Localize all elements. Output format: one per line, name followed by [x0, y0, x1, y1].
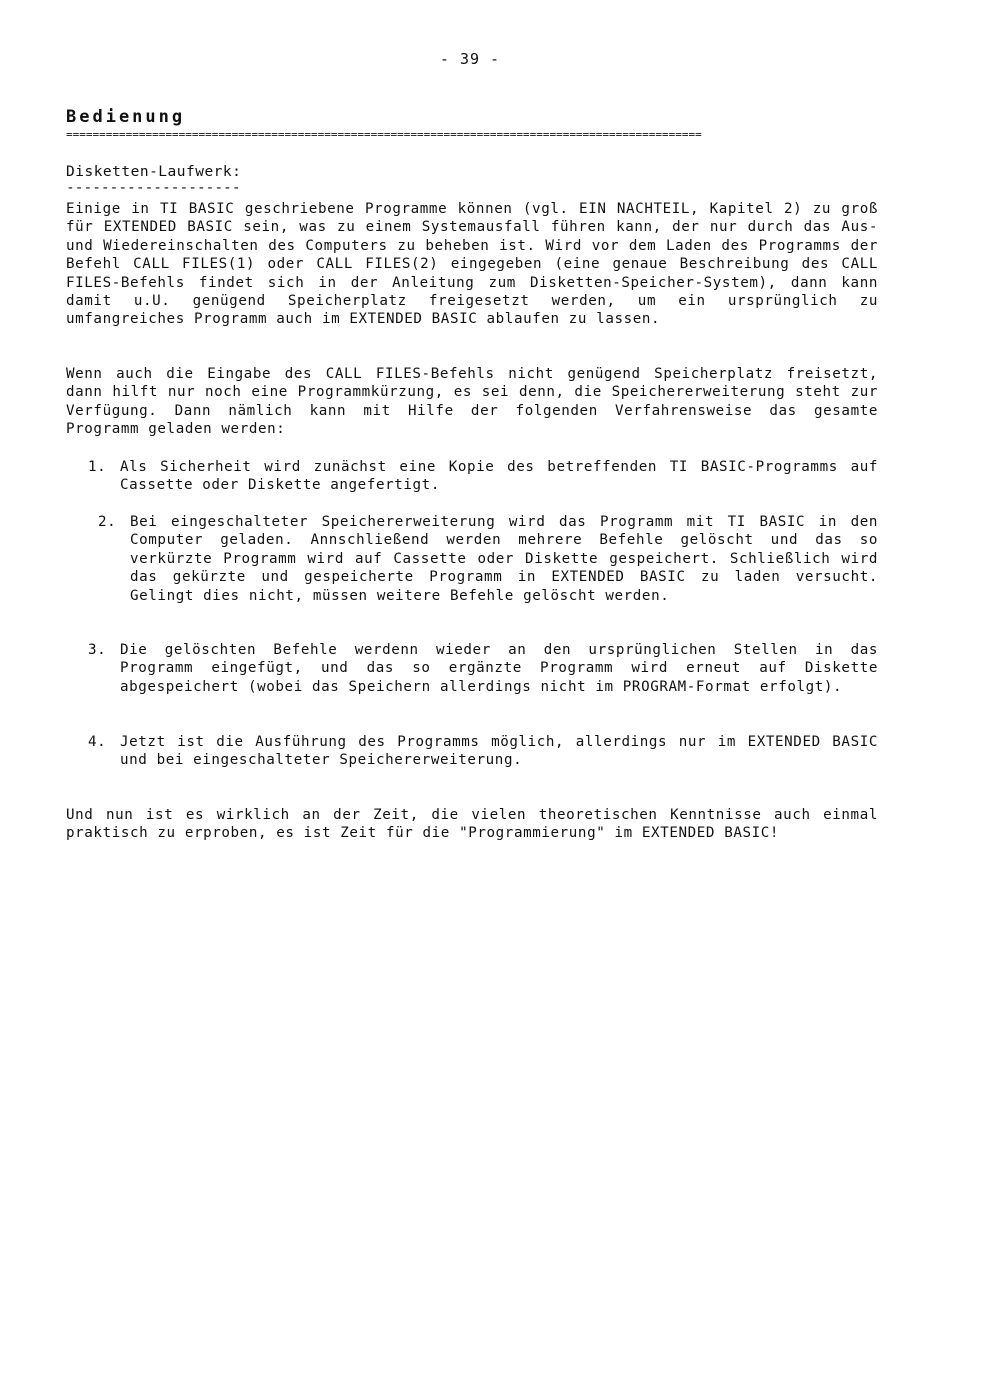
list-item-text: Bei eingeschalteter Speichererweiterung wird das Programm mit TI BASIC in den Computer geladen. Annschließend werden mehrere Befehle gelöscht und das so verkürzte Programm wird auf Cassette oder Diskette gespeichert. Schließlich wird das gekürzte und gespeicherte Programm in EXTENDED BASIC zu laden versucht. Gelingt dies nicht, müssen weitere Befehle gelöscht werden. — [130, 514, 878, 604]
paragraph-procedure-intro: Wenn auch die Eingabe des CALL FILES-Befehls nicht genügend Speicherplatz freisetzt, dann hilft nur noch eine Programmkürzung, es sei denn, die Speichererweiterung steht zur Verfügung. Dann nämlich kann mit Hilfe der folgenden Verfahrensweise das gesamte Programm geladen werden: — [66, 366, 878, 438]
list-item — [88, 641, 878, 696]
subheading-rule: -------------------- — [66, 180, 241, 196]
subsection-heading: Disketten-Laufwerk: — [66, 164, 242, 180]
list-item-text: Jetzt ist die Ausführung des Programms möglich, allerdings nur im EXTENDED BASIC und bei eingeschalteter Speichererweiterung. — [120, 734, 878, 769]
list-item — [98, 513, 878, 605]
list-item-number: 2. — [98, 514, 117, 530]
list-item-number: 3. — [88, 642, 107, 658]
list-item-text: Als Sicherheit wird zunächst eine Kopie des betreffenden TI BASIC-Programms auf Cassette oder Diskette angefertigt. — [120, 459, 878, 494]
paragraph-intro: Einige in TI BASIC geschriebene Programme können (vgl. EIN NACHTEIL, Kapitel 2) zu groß für EXTENDED BASIC sein, was zu einem Systemausfall führen kann, der nur durch das Aus- und Wiedereinschalten des Computers zu beheben ist. Wird vor dem Laden des Programms der Befehl CALL FILES(1) oder CALL FILES(2) eingegeben (eine genaue Beschreibung des CALL FILES-Befehls findet sich in der Anleitung zum Disketten-Speicher-System), dann kann damit u.U. genügend Speicherplatz freigesetzt werden, um ein ursprünglich zu umfangreiches Programm auch im EXTENDED BASIC ablaufen zu lassen. — [66, 201, 878, 328]
heading-rule: ================================================================================================ — [66, 128, 702, 141]
page-number: - 39 - — [439, 50, 501, 68]
list-item-text: Die gelöschten Befehle werdenn wieder an den ursprünglichen Stellen in das Programm eingefügt, und das so ergänzte Programm wird erneut auf Diskette abgespeichert (wobei das Speichern allerdings nicht im PROGRAM-Format erfolgt). — [120, 642, 878, 695]
list-item — [88, 733, 878, 770]
paragraph-closing: Und nun ist es wirklich an der Zeit, die vielen theoretischen Kenntnisse auch einmal praktisch zu erproben, es ist Zeit für die "Programmierung" im EXTENDED BASIC! — [66, 807, 878, 842]
list-item — [88, 458, 878, 495]
list-item-number: 4. — [88, 734, 107, 750]
list-item-number: 1. — [88, 459, 107, 475]
section-heading: Bedienung — [66, 107, 186, 127]
